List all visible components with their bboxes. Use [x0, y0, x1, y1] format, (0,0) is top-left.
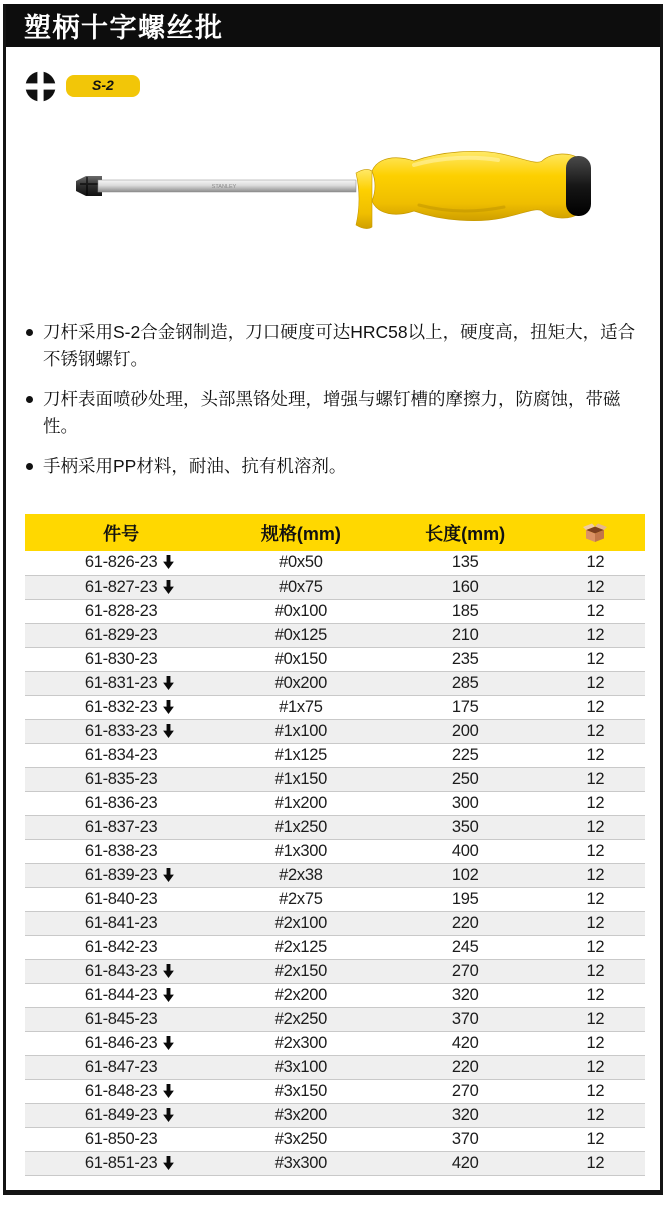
length-cell: 350: [385, 815, 546, 839]
pack-qty-cell: 12: [546, 767, 645, 791]
length-cell: 250: [385, 767, 546, 791]
pack-qty-cell: 12: [546, 623, 645, 647]
table-row: [25, 1127, 645, 1151]
spec-cell: #2x200: [217, 983, 384, 1007]
part-number-cell: 61-834-23: [25, 743, 217, 767]
part-number-cell: 61-837-23: [25, 815, 217, 839]
pack-qty-cell: 12: [546, 719, 645, 743]
pack-qty-cell: 12: [546, 551, 645, 575]
table-row: [25, 719, 645, 743]
spec-cell: #3x300: [217, 1151, 384, 1175]
part-number-cell: 61-843-23: [25, 959, 217, 983]
part-number-cell: 61-835-23: [25, 767, 217, 791]
part-number-cell: 61-849-23: [25, 1103, 217, 1127]
length-cell: 285: [385, 671, 546, 695]
table-row: [25, 1079, 645, 1103]
part-number-cell: 61-828-23: [25, 599, 217, 623]
spec-cell: #0x50: [217, 551, 384, 575]
table-row: [25, 671, 645, 695]
spec-cell: #0x200: [217, 671, 384, 695]
spec-cell: #1x250: [217, 815, 384, 839]
length-cell: 220: [385, 911, 546, 935]
part-number-cell: 61-845-23: [25, 1007, 217, 1031]
table-row: [25, 983, 645, 1007]
spec-cell: #0x100: [217, 599, 384, 623]
feature-item: 手柄采用PP材料，耐油、抗有机溶剂。: [26, 453, 644, 480]
feature-item: 刀杆表面喷砂处理，头部黑铬处理，增强与螺钉槽的摩擦力，防腐蚀，带磁性。: [26, 386, 644, 440]
part-number-cell: 61-838-23: [25, 839, 217, 863]
spec-cell: #3x200: [217, 1103, 384, 1127]
pack-qty-cell: 12: [546, 911, 645, 935]
length-cell: 102: [385, 863, 546, 887]
table-row: [25, 695, 645, 719]
part-number-cell: 61-850-23: [25, 1127, 217, 1151]
table-row: [25, 1151, 645, 1175]
down-arrow-icon: [163, 1084, 174, 1098]
spec-cell: #3x100: [217, 1055, 384, 1079]
steel-grade-badge: S-2: [66, 75, 140, 97]
pack-qty-cell: 12: [546, 815, 645, 839]
spec-cell: #1x200: [217, 791, 384, 815]
part-number-cell: 61-836-23: [25, 791, 217, 815]
table-row: [25, 815, 645, 839]
part-number-cell: 61-826-23: [25, 551, 217, 575]
page-title: 塑柄十字螺丝批: [24, 13, 224, 43]
part-number-cell: 61-832-23: [25, 695, 217, 719]
part-number-cell: 61-842-23: [25, 935, 217, 959]
pack-qty-cell: 12: [546, 887, 645, 911]
pack-qty-cell: 12: [546, 575, 645, 599]
down-arrow-icon: [163, 700, 174, 714]
pack-qty-cell: 12: [546, 647, 645, 671]
pack-qty-cell: 12: [546, 695, 645, 719]
table-row: [25, 791, 645, 815]
pack-qty-cell: 12: [546, 1127, 645, 1151]
length-cell: 135: [385, 551, 546, 575]
pack-qty-cell: 12: [546, 671, 645, 695]
spec-cell: #2x150: [217, 959, 384, 983]
spec-cell: #2x100: [217, 911, 384, 935]
length-cell: 420: [385, 1031, 546, 1055]
length-cell: 300: [385, 791, 546, 815]
table-row: [25, 647, 645, 671]
part-number-cell: 61-829-23: [25, 623, 217, 647]
length-cell: 400: [385, 839, 546, 863]
down-arrow-icon: [163, 868, 174, 882]
length-cell: 225: [385, 743, 546, 767]
down-arrow-icon: [163, 724, 174, 738]
length-cell: 420: [385, 1151, 546, 1175]
part-number-cell: 61-851-23: [25, 1151, 217, 1175]
length-cell: 320: [385, 983, 546, 1007]
pack-qty-cell: 12: [546, 791, 645, 815]
spec-cell: #0x75: [217, 575, 384, 599]
length-cell: 175: [385, 695, 546, 719]
col-header-pack: [546, 514, 645, 551]
part-number-cell: 61-831-23: [25, 671, 217, 695]
down-arrow-icon: [163, 555, 174, 569]
table-row: [25, 551, 645, 575]
pack-qty-cell: 12: [546, 935, 645, 959]
spec-cell: #2x38: [217, 863, 384, 887]
feature-list: [6, 319, 660, 480]
spec-cell: #3x150: [217, 1079, 384, 1103]
table-row: [25, 1031, 645, 1055]
pack-qty-cell: 12: [546, 1031, 645, 1055]
table-row: [25, 959, 645, 983]
table-row: [25, 743, 645, 767]
table-row: [25, 839, 645, 863]
page-title-bar: [6, 4, 660, 47]
pack-qty-cell: 12: [546, 983, 645, 1007]
table-row: [25, 935, 645, 959]
table-row: [25, 1055, 645, 1079]
spec-cell: #1x150: [217, 767, 384, 791]
table-row: [25, 599, 645, 623]
spec-cell: #1x300: [217, 839, 384, 863]
table-row: [25, 1103, 645, 1127]
pack-qty-cell: 12: [546, 1055, 645, 1079]
col-header-part: 件号: [25, 514, 217, 551]
pack-qty-cell: 12: [546, 1079, 645, 1103]
length-cell: 160: [385, 575, 546, 599]
length-cell: 370: [385, 1007, 546, 1031]
part-number-cell: 61-847-23: [25, 1055, 217, 1079]
spec-cell: #0x150: [217, 647, 384, 671]
part-number-cell: 61-848-23: [25, 1079, 217, 1103]
part-number-cell: 61-839-23: [25, 863, 217, 887]
length-cell: 195: [385, 887, 546, 911]
down-arrow-icon: [163, 1108, 174, 1122]
part-number-cell: 61-846-23: [25, 1031, 217, 1055]
down-arrow-icon: [163, 964, 174, 978]
length-cell: 235: [385, 647, 546, 671]
spec-table: [25, 514, 645, 1176]
spec-cell: #3x250: [217, 1127, 384, 1151]
table-row: [25, 887, 645, 911]
table-row: [25, 1007, 645, 1031]
carton-box-icon: [583, 523, 607, 543]
feature-item: 刀杆采用S-2合金钢制造，刀口硬度可达HRC58以上，硬度高，扭矩大，适合不锈钢螺钉。: [26, 319, 644, 373]
shaft-brand-text: STANLEY: [211, 184, 237, 190]
part-number-cell: 61-840-23: [25, 887, 217, 911]
spec-cell: #0x125: [217, 623, 384, 647]
down-arrow-icon: [163, 1156, 174, 1170]
screwdriver-image: [74, 143, 592, 231]
length-cell: 245: [385, 935, 546, 959]
table-row: [25, 623, 645, 647]
pack-qty-cell: 12: [546, 1007, 645, 1031]
length-cell: 370: [385, 1127, 546, 1151]
spec-cell: #2x300: [217, 1031, 384, 1055]
length-cell: 185: [385, 599, 546, 623]
length-cell: 220: [385, 1055, 546, 1079]
col-header-length: 长度(mm): [385, 514, 546, 551]
length-cell: 270: [385, 1079, 546, 1103]
spec-table-header-row: [25, 514, 645, 551]
length-cell: 320: [385, 1103, 546, 1127]
part-number-cell: 61-830-23: [25, 647, 217, 671]
spec-cell: #2x125: [217, 935, 384, 959]
pack-qty-cell: 12: [546, 743, 645, 767]
pack-qty-cell: 12: [546, 1103, 645, 1127]
part-number-cell: 61-844-23: [25, 983, 217, 1007]
phillips-drive-icon: [24, 70, 57, 103]
drive-type-row: [24, 69, 660, 103]
down-arrow-icon: [163, 580, 174, 594]
page-frame: [3, 4, 663, 1195]
length-cell: 200: [385, 719, 546, 743]
pack-qty-cell: 12: [546, 1151, 645, 1175]
length-cell: 210: [385, 623, 546, 647]
part-number-cell: 61-827-23: [25, 575, 217, 599]
part-number-cell: 61-833-23: [25, 719, 217, 743]
spec-cell: #1x75: [217, 695, 384, 719]
table-row: [25, 575, 645, 599]
length-cell: 270: [385, 959, 546, 983]
spec-cell: #2x75: [217, 887, 384, 911]
part-number-cell: 61-841-23: [25, 911, 217, 935]
table-row: [25, 767, 645, 791]
table-row: [25, 911, 645, 935]
spec-cell: #2x250: [217, 1007, 384, 1031]
pack-qty-cell: 12: [546, 863, 645, 887]
down-arrow-icon: [163, 988, 174, 1002]
down-arrow-icon: [163, 1036, 174, 1050]
spec-cell: #1x125: [217, 743, 384, 767]
pack-qty-cell: 12: [546, 959, 645, 983]
col-header-spec: 规格(mm): [217, 514, 384, 551]
pack-qty-cell: 12: [546, 599, 645, 623]
table-row: [25, 863, 645, 887]
spec-cell: #1x100: [217, 719, 384, 743]
down-arrow-icon: [163, 676, 174, 690]
pack-qty-cell: 12: [546, 839, 645, 863]
product-image: [74, 143, 660, 231]
